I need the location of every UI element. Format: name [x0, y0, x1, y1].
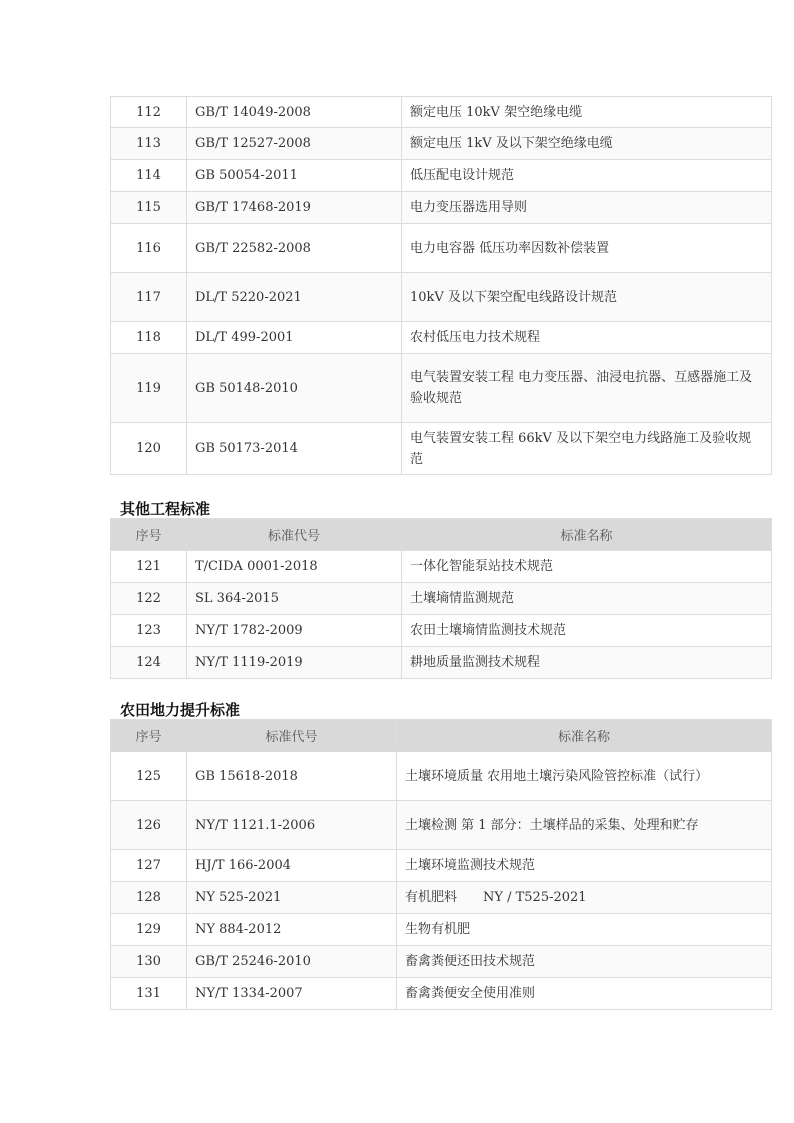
row-number: 123	[111, 615, 187, 647]
row-number: 119	[111, 354, 187, 423]
table-header-row	[111, 720, 772, 752]
standard-name: 土壤墒情监测规范	[402, 583, 772, 615]
standard-code: GB/T 12527-2008	[187, 128, 402, 160]
header-name: 标准名称	[402, 519, 772, 551]
table-row	[111, 160, 772, 192]
standards-table-other-engineering	[110, 518, 772, 679]
table-row	[111, 882, 772, 914]
standard-code: NY/T 1119-2019	[187, 647, 402, 679]
standard-code: HJ/T 166-2004	[187, 850, 397, 882]
table-row	[111, 423, 772, 475]
table-row	[111, 322, 772, 354]
standard-code: SL 364-2015	[187, 583, 402, 615]
row-number: 131	[111, 978, 187, 1010]
header-code: 标准代号	[187, 720, 397, 752]
standard-code: GB 50173-2014	[187, 423, 402, 475]
table-header-row	[111, 519, 772, 551]
header-no: 序号	[111, 519, 187, 551]
standard-name: 土壤环境监测技术规范	[397, 850, 772, 882]
standard-name: 电力变压器选用导则	[402, 192, 772, 224]
standard-code: T/CIDA 0001-2018	[187, 551, 402, 583]
table-row	[111, 850, 772, 882]
row-number: 116	[111, 224, 187, 273]
row-number: 120	[111, 423, 187, 475]
row-number: 114	[111, 160, 187, 192]
section-title-farmland-fertility: 农田地力提升标准	[120, 701, 241, 719]
table-row	[111, 97, 772, 128]
standard-name: 生物有机肥	[397, 914, 772, 946]
standard-name: 畜禽粪便安全使用准则	[397, 978, 772, 1010]
standard-code: GB/T 17468-2019	[187, 192, 402, 224]
table-row	[111, 752, 772, 801]
standard-code: GB 15618-2018	[187, 752, 397, 801]
standards-table-farmland-fertility	[110, 719, 772, 1010]
table-row	[111, 978, 772, 1010]
table-row	[111, 647, 772, 679]
standards-table-electric	[110, 96, 772, 475]
row-number: 115	[111, 192, 187, 224]
table-row	[111, 224, 772, 273]
standard-name: 有机肥料 NY / T525-2021	[397, 882, 772, 914]
standard-code: NY 525-2021	[187, 882, 397, 914]
standard-name: 电力电容器 低压功率因数补偿装置	[402, 224, 772, 273]
header-code: 标准代号	[187, 519, 402, 551]
header-no: 序号	[111, 720, 187, 752]
row-number: 128	[111, 882, 187, 914]
standard-code: GB/T 14049-2008	[187, 97, 402, 128]
table-row	[111, 946, 772, 978]
row-number: 113	[111, 128, 187, 160]
standard-name: 10kV 及以下架空配电线路设计规范	[402, 273, 772, 322]
standard-name: 耕地质量监测技术规程	[402, 647, 772, 679]
section-title-other-engineering: 其他工程标准	[120, 500, 211, 518]
table-row	[111, 354, 772, 423]
standard-name: 农村低压电力技术规程	[402, 322, 772, 354]
standard-code: GB/T 25246-2010	[187, 946, 397, 978]
row-number: 130	[111, 946, 187, 978]
header-name: 标准名称	[397, 720, 772, 752]
table-row	[111, 128, 772, 160]
row-number: 127	[111, 850, 187, 882]
standard-name: 额定电压 1kV 及以下架空绝缘电缆	[402, 128, 772, 160]
table-row	[111, 801, 772, 850]
standard-code: GB 50148-2010	[187, 354, 402, 423]
standard-name: 电气装置安装工程 66kV 及以下架空电力线路施工及验收规范	[402, 423, 772, 475]
standard-code: GB 50054-2011	[187, 160, 402, 192]
row-number: 125	[111, 752, 187, 801]
row-number: 126	[111, 801, 187, 850]
standard-name: 额定电压 10kV 架空绝缘电缆	[402, 97, 772, 128]
row-number: 112	[111, 97, 187, 128]
row-number: 117	[111, 273, 187, 322]
standard-name: 一体化智能泵站技术规范	[402, 551, 772, 583]
table-row	[111, 615, 772, 647]
standard-code: GB/T 22582-2008	[187, 224, 402, 273]
table-row	[111, 583, 772, 615]
standard-name: 低压配电设计规范	[402, 160, 772, 192]
table-row	[111, 273, 772, 322]
standard-name: 电气装置安装工程 电力变压器、油浸电抗器、互感器施工及验收规范	[402, 354, 772, 423]
table-row	[111, 551, 772, 583]
row-number: 121	[111, 551, 187, 583]
row-number: 129	[111, 914, 187, 946]
table-row	[111, 914, 772, 946]
row-number: 122	[111, 583, 187, 615]
row-number: 118	[111, 322, 187, 354]
standard-code: NY/T 1121.1-2006	[187, 801, 397, 850]
standard-code: DL/T 499-2001	[187, 322, 402, 354]
standard-code: NY/T 1782-2009	[187, 615, 402, 647]
standard-name: 土壤环境质量 农用地土壤污染风险管控标准（试行）	[397, 752, 772, 801]
standard-name: 畜禽粪便还田技术规范	[397, 946, 772, 978]
standard-code: NY 884-2012	[187, 914, 397, 946]
row-number: 124	[111, 647, 187, 679]
standard-code: DL/T 5220-2021	[187, 273, 402, 322]
table-row	[111, 192, 772, 224]
standard-name: 农田土壤墒情监测技术规范	[402, 615, 772, 647]
standard-name: 土壤检测 第 1 部分：土壤样品的采集、处理和贮存	[397, 801, 772, 850]
standard-code: NY/T 1334-2007	[187, 978, 397, 1010]
